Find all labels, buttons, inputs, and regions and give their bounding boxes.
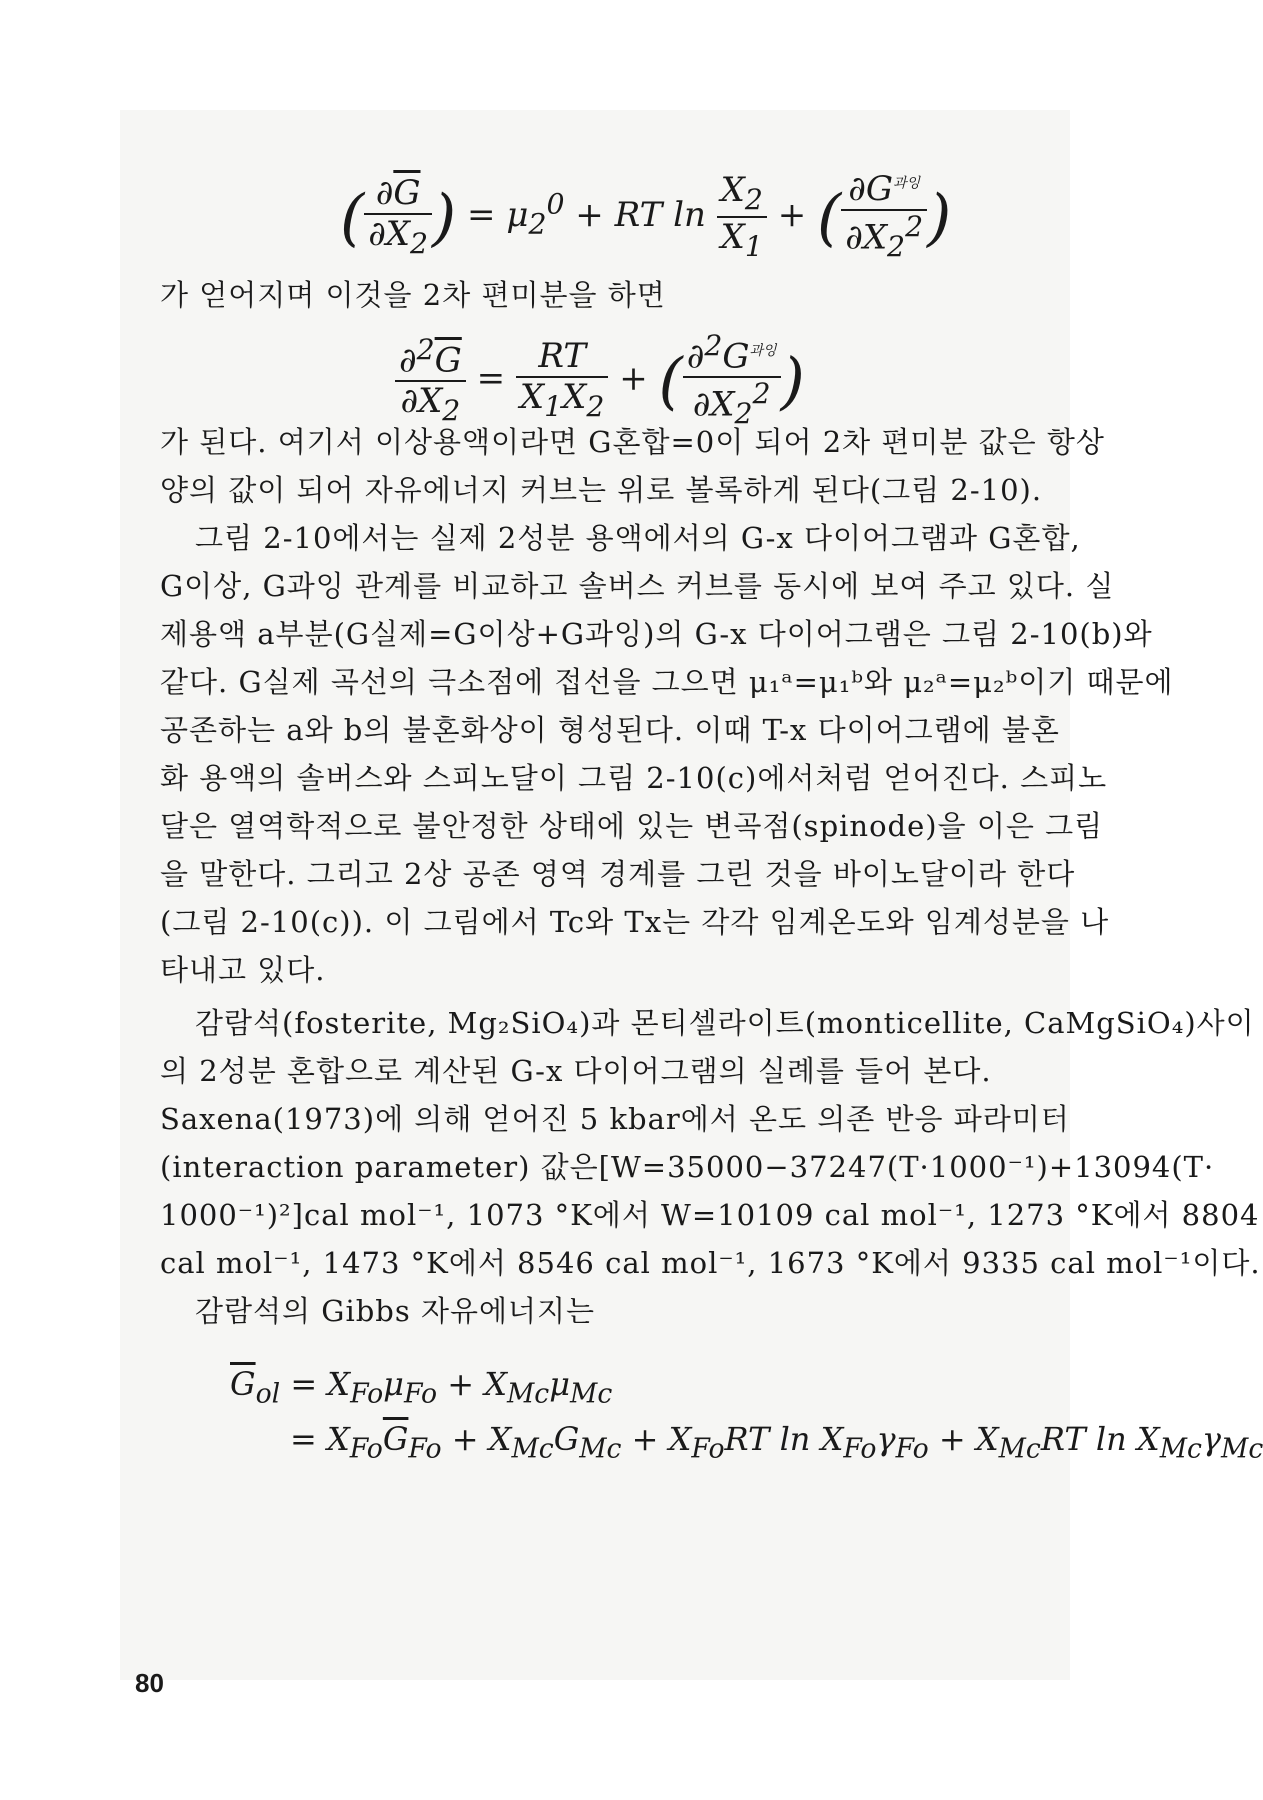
text-line-4: 그림 2-10에서는 실제 2성분 용액에서의 G-x 다이어그램과 G혼합, xyxy=(195,521,1081,555)
text-line-5: G이상, G과잉 관계를 비교하고 솔버스 커브를 동시에 보여 주고 있다. 실 xyxy=(160,569,1115,603)
text-line-9: 화 용액의 솔버스와 스피노달이 그림 2-10(c)에서처럼 얻어진다. 스피노 xyxy=(160,761,1108,795)
text-line-6: 제용액 a부분(G실제=G이상+G과잉)의 G-x 다이어그램은 그림 2-10(b)와 xyxy=(160,617,1153,651)
text-line-12: (그림 2-10(c)). 이 그림에서 Tc와 Tx는 각각 임계온도와 임계성분을 나 xyxy=(160,905,1110,939)
equation-first-derivative: ( $\frac{\partial\overline{G}}{\partial X_2}$ ) = $\mu_2^0$ + RT ln $\frac{X_2}{X_1}$ + ( $\frac{\partial G^{과잉}}{\partial X_2^2}$ ) xyxy=(340,169,952,264)
equation-gibbs-olivine-2: = $X_{Fo}\overline{G}_{Fo} + X_{Mc}G_{Mc} + X_{Fo}RT$ $\ln X_{Fo}\gamma_{Fo} + X_{Mc}RT$ $\ln X_{Mc}\gamma_{Mc}$ xyxy=(290,1420,1263,1465)
text-line-1: 가 얻어지며 이것을 2차 편미분을 하면 xyxy=(160,278,666,312)
text-line-16: Saxena(1973)에 의해 얻어진 5 kbar에서 온도 의존 반응 파라미터 xyxy=(160,1102,1070,1136)
equation-gibbs-olivine-1: $\overline{G}_{ol} = X_{Fo}\mu_{Fo} + X_{Mc}\mu_{Mc}$ xyxy=(230,1365,613,1410)
text-line-15: 의 2성분 혼합으로 계산된 G-x 다이어그램의 실례를 들어 본다. xyxy=(160,1054,992,1088)
text-line-18: 1000⁻¹)²]cal mol⁻¹, 1073 °K에서 W=10109 cal mol⁻¹, 1273 °K에서 8804 xyxy=(160,1198,1260,1232)
text-line-3: 양의 값이 되어 자유에너지 커브는 위로 볼록하게 된다(그림 2-10). xyxy=(160,473,1043,507)
equation-second-derivative: $\frac{\partial^2\overline{G}}{\partial X_2}$ = $\frac{RT}{X_1X_2}$ + ( $\frac{\partial^2G^{과잉}}{\partial X_2^2}$ ) xyxy=(395,330,805,431)
text-line-14: 감람석(fosterite, Mg₂SiO₄)과 몬티셀라이트(monticellite, CaMgSiO₄)사이 xyxy=(195,1006,1255,1040)
text-line-7: 같다. G실제 곡선의 극소점에 접선을 그으면 μ₁ᵃ=μ₁ᵇ와 μ₂ᵃ=μ₂ᵇ이기 때문에 xyxy=(160,665,1174,699)
text-line-19: cal mol⁻¹, 1473 °K에서 8546 cal mol⁻¹, 1673 °K에서 9335 cal mol⁻¹이다. xyxy=(160,1246,1261,1280)
text-line-8: 공존하는 a와 b의 불혼화상이 형성된다. 이때 T-x 다이어그램에 불혼 xyxy=(160,713,1060,747)
text-line-10: 달은 열역학적으로 불안정한 상태에 있는 변곡점(spinode)을 이은 그림 xyxy=(160,809,1104,843)
text-line-20: 감람석의 Gibbs 자유에너지는 xyxy=(195,1294,596,1328)
text-line-17: (interaction parameter) 값은[W=35000−37247(T·1000⁻¹)+13094(T· xyxy=(160,1150,1215,1184)
text-line-2: 가 된다. 여기서 이상용액이라면 G혼합=0이 되어 2차 편미분 값은 항상 xyxy=(160,425,1105,459)
text-line-11: 을 말한다. 그리고 2상 공존 영역 경계를 그린 것을 바이노달이라 한다 xyxy=(160,857,1076,891)
text-line-13: 타내고 있다. xyxy=(160,953,326,987)
page-number: 80 xyxy=(135,1668,164,1698)
